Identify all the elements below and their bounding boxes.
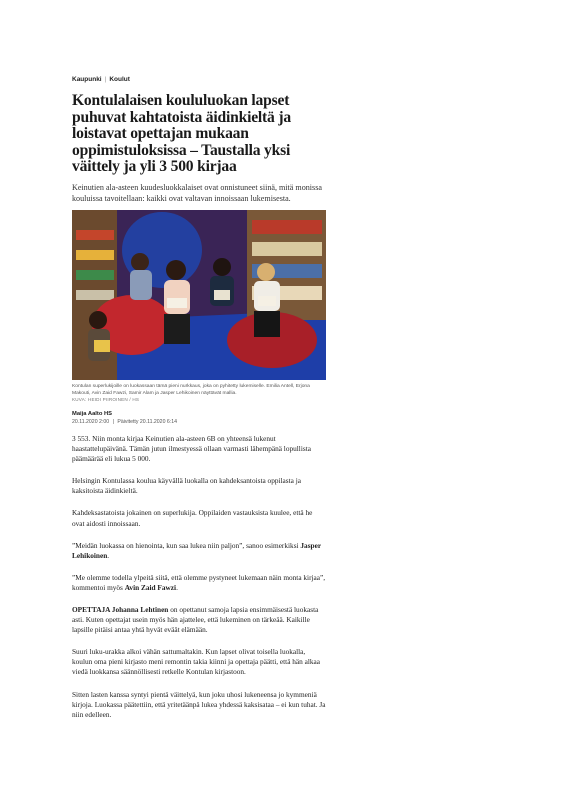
- photo-caption: Kontulan superlukijoille on luokassaan tämä pieni nurkkaus, joka on pyhitetty lukemiselle. Emilia Antell, Erjona Makouti, Avin Zaid Fawzi, Samir Alam ja Jasper Lehikoinen näyttävät mallia.: [72, 383, 310, 396]
- paragraph-text: on opettanut samoja lapsia ensimmäisestä luokasta asti. Kuten opettajat usein myös hän ajattelee, että lukeminen on tärkeää. Kaikille lapsille pitäisi antaa yhtä hyvät eväät elämään.: [72, 605, 319, 635]
- paragraph-4: [72, 541, 326, 561]
- photo-credit: KUVA: HEIDI PIIROINEN / HS: [72, 396, 140, 402]
- paragraph-2: Helsingin Kontulassa koulua käyvällä luokalla on kahdeksantoista oppilasta ja kaksitoista äidinkieltä.: [72, 476, 301, 496]
- person-name: Avin Zaid Fawzi: [124, 582, 177, 592]
- paragraph-1: 3 553. Niin monta kirjaa Keinutien ala-asteen 6B on yhteensä lukenut haastattelupäivänä. Tämän jutun ilmestyessä ollaan varmasti lähempänä lopullista päämäärää eli lukua 5 000.: [72, 433, 311, 464]
- article-lead: Keinutien ala-asteen kuudesluokkalaiset ovat onnistuneet siinä, mitä monissa kouluissa tavoitellaan: kaikki ovat valtavan innoissaan lukemisesta.: [72, 182, 322, 203]
- classroom-reading-photo: [72, 210, 326, 380]
- quote-text: ”Meidän luokassa on hienointa, kun saa lukea niin paljon”, sanoo esimerkiksi: [72, 540, 301, 550]
- article: [72, 76, 326, 732]
- quote-text: ”Me olemme todella ylpeitä siitä, että olemme pystyneet lukemaan näin monta kirjaa”, kommentoi myös: [72, 572, 326, 592]
- paragraph-5: [72, 573, 326, 593]
- paragraph-6: [72, 605, 326, 635]
- person-name: Jasper Lehikoinen: [72, 540, 321, 560]
- author-byline[interactable]: Maija Aalto HS: [72, 410, 113, 417]
- breadcrumb-separator: |: [104, 76, 107, 83]
- punct: .: [176, 582, 178, 592]
- article-headline: Kontulalaisen koululuokan lapset puhuvat kahtatoista äidinkieltä ja loistavat opettajan mukaan oppimistuloksissa – Taustalla yksi väittely ja yli 3 500 kirjaa: [72, 92, 291, 176]
- updated-date: Päivitetty 20.11.2020 6:14: [117, 418, 177, 425]
- breadcrumb-subsection-link[interactable]: Koulut: [109, 76, 130, 83]
- paragraph-lead-in: OPETTAJA Johanna Lehtinen: [72, 605, 169, 614]
- paragraph-7: Suuri luku-urakka alkoi vähän sattumaltakin. Kun lapset olivat toisella luokalla, koulun oma pieni kirjasto meni remontin takia kiinni ja opettaja päätti, että hän alkaa viedä luokkansa säännöllisesti retkelle Kontulan kirjastoon.: [72, 647, 321, 677]
- punct: .: [107, 550, 110, 560]
- date-separator: |: [112, 418, 114, 425]
- article-photo: [72, 210, 326, 380]
- paragraph-8: Sitten lasten kanssa syntyi pientä väittelyä, kun joku uhosi lukeneensa jo kymmeniä kirjoja. Luokassa päätettiin, että yritetäänpä lukea yhdessä kaksisataa – ei kun tuhat. Ja niin edelleen.: [72, 689, 326, 719]
- breadcrumb: [72, 76, 326, 88]
- paragraph-3: Kahdeksastatoista jokainen on superlukija. Oppilaiden vastauksista kuulee, että he ovat aidosti innoissaan.: [72, 508, 313, 528]
- published-date: 20.11.2020 2:00: [72, 418, 110, 425]
- breadcrumb-section-link[interactable]: Kaupunki: [72, 76, 102, 83]
- article-dates: [72, 419, 326, 425]
